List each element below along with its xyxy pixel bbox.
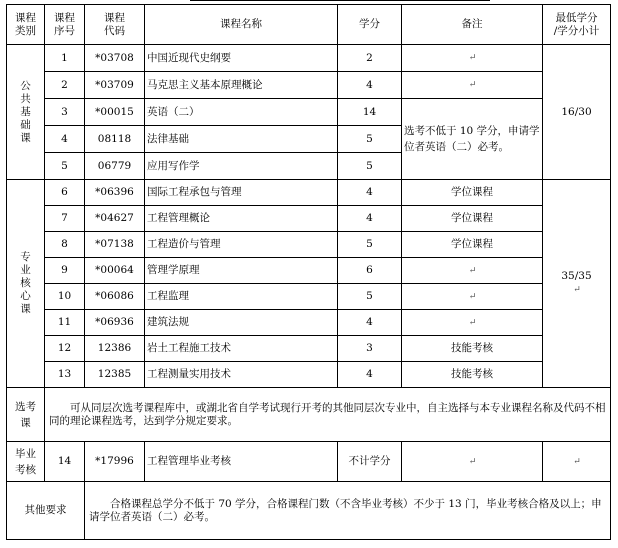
course-seq: 10: [45, 284, 85, 310]
paragraph-mark: ↵: [468, 317, 477, 328]
course-remark: [402, 442, 543, 482]
table-row: [7, 336, 611, 362]
course-remark: 学位课程: [402, 232, 543, 258]
course-name: 工程测量实用技术: [145, 362, 338, 388]
course-code: 12385: [85, 362, 145, 388]
course-remark: 技能考核: [402, 362, 543, 388]
public-basic-remark: 选考不低于 10 学分，申请学位者英语（二）必考。: [402, 99, 543, 180]
table-row: [7, 45, 611, 72]
elective-row: [7, 388, 611, 442]
course-credit: 不计学分: [338, 442, 402, 482]
course-name: 工程管理毕业考核: [145, 442, 338, 482]
course-code: *06086: [85, 284, 145, 310]
course-credit: 4: [338, 310, 402, 336]
course-name: 马克思主义基本原理概论: [145, 72, 338, 99]
paragraph-mark: ↵: [573, 285, 581, 295]
course-seq: 1: [45, 45, 85, 72]
header-name: 课程名称: [145, 5, 338, 45]
course-credit: 2: [338, 45, 402, 72]
course-name: 建筑法规: [145, 310, 338, 336]
course-seq: 12: [45, 336, 85, 362]
course-name: 中国近现代史纲要: [145, 45, 338, 72]
course-seq: 6: [45, 180, 85, 206]
course-code: *06936: [85, 310, 145, 336]
course-credit: 4: [338, 362, 402, 388]
other-requirements-text: 合格课程总学分不低于 70 学分，合格课程门数（不含毕业考核）不少于 13 门，毕业考核合格及以上；申请学位者英语（二）必考。: [85, 482, 611, 540]
course-seq: 9: [45, 258, 85, 284]
course-credit: 5: [338, 153, 402, 180]
paragraph-mark: ↵: [468, 53, 477, 63]
course-code: *07138: [85, 232, 145, 258]
course-seq: 5: [45, 153, 85, 180]
course-name: 工程造价与管理: [145, 232, 338, 258]
course-remark: 学位课程: [402, 180, 543, 206]
category-graduation: 毕业 考核: [7, 442, 45, 482]
course-name: 英语（二）: [145, 99, 338, 126]
course-name: 法律基础: [145, 126, 338, 153]
graduation-subtotal: [543, 442, 611, 482]
course-seq: 2: [45, 72, 85, 99]
table-row: [7, 232, 611, 258]
course-remark: [402, 258, 543, 284]
course-code: 06779: [85, 153, 145, 180]
course-remark: 学位课程: [402, 206, 543, 232]
subtotal-professional-core: [543, 180, 611, 388]
course-name: 工程监理: [145, 284, 338, 310]
course-seq: 7: [45, 206, 85, 232]
course-name: 岩土工程施工技术: [145, 336, 338, 362]
header-seq: 课程 序号: [45, 5, 85, 45]
course-name: 应用写作学: [145, 153, 338, 180]
course-code: *03708: [85, 45, 145, 72]
course-seq: 13: [45, 362, 85, 388]
paragraph-mark: ↵: [573, 456, 581, 467]
course-code: *06396: [85, 180, 145, 206]
paragraph-mark: ↵: [468, 291, 477, 302]
header-code: 课程 代码: [85, 5, 145, 45]
course-remark: [402, 284, 543, 310]
header-category: 课程 类别: [7, 5, 45, 45]
other-requirements-label: 其他要求: [7, 482, 85, 540]
course-credit: 4: [338, 180, 402, 206]
paragraph-mark: ↵: [468, 456, 477, 467]
other-requirements-row: [7, 482, 611, 540]
course-name: 国际工程承包与管理: [145, 180, 338, 206]
subtotal-value: 35/35: [561, 270, 592, 282]
course-code: 08118: [85, 126, 145, 153]
table-row: [7, 72, 611, 99]
course-credit: 3: [338, 336, 402, 362]
table-row: [7, 180, 611, 206]
course-seq: 4: [45, 126, 85, 153]
course-remark: 技能考核: [402, 336, 543, 362]
course-seq: 3: [45, 99, 85, 126]
course-credit: 4: [338, 206, 402, 232]
curriculum-table: [6, 4, 611, 540]
subtotal-public-basic: 16/30: [543, 45, 611, 180]
course-credit: 5: [338, 284, 402, 310]
course-credit: 4: [338, 72, 402, 99]
table-row: [7, 310, 611, 336]
header-row: [7, 5, 611, 45]
table-row: [7, 362, 611, 388]
table-row: [7, 99, 611, 126]
paragraph-mark: ↵: [468, 265, 477, 276]
course-seq: 8: [45, 232, 85, 258]
course-seq: 14: [45, 442, 85, 482]
header-min-credit: 最低学分 /学分小计: [543, 5, 611, 45]
table-row: [7, 206, 611, 232]
course-code: *04627: [85, 206, 145, 232]
course-code: *00064: [85, 258, 145, 284]
course-credit: 6: [338, 258, 402, 284]
table-row: [7, 284, 611, 310]
elective-description: 可从同层次选考课程库中，或湖北省自学考试现行开考的其他同层次专业中，自主选择与本专业课程名称及代码不相同的理论课程选考，达到学分规定要求。: [45, 388, 611, 442]
course-code: 12386: [85, 336, 145, 362]
header-remark: 备注: [402, 5, 543, 45]
category-elective: 选考 课: [7, 388, 45, 442]
course-remark: [402, 72, 543, 99]
graduation-row: [7, 442, 611, 482]
table-row: [7, 258, 611, 284]
course-seq: 11: [45, 310, 85, 336]
course-code: *17996: [85, 442, 145, 482]
course-name: 工程管理概论: [145, 206, 338, 232]
course-code: *03709: [85, 72, 145, 99]
category-professional-core: 专 业 核 心 课: [7, 180, 45, 388]
course-remark: [402, 310, 543, 336]
course-name: 管理学原理: [145, 258, 338, 284]
course-credit: 14: [338, 99, 402, 126]
paragraph-mark: ↵: [468, 80, 477, 90]
category-public-basic: 公 共 基 础 课: [7, 45, 45, 180]
course-credit: 5: [338, 232, 402, 258]
course-credit: 5: [338, 126, 402, 153]
header-credit: 学分: [338, 5, 402, 45]
course-code: *00015: [85, 99, 145, 126]
course-remark: [402, 45, 543, 72]
